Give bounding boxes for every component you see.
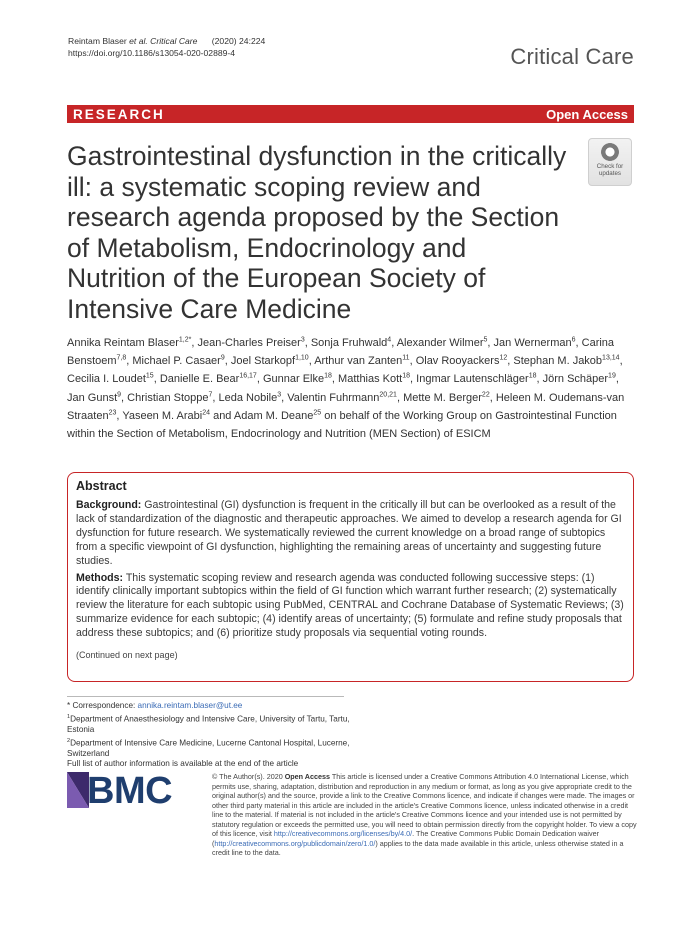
author-affiliation-sup: 19 (608, 372, 616, 380)
footnote-divider (67, 696, 344, 697)
author-name[interactable]: Cecilia I. Loudet$^{15}$ (67, 372, 154, 386)
author-name[interactable]: Yaseen M. Arabi$^{24}$ (122, 409, 211, 422)
author-name[interactable]: Matthias Kott$^{18}$ (338, 372, 411, 386)
abstract-heading: Abstract (76, 479, 127, 493)
full-author-info-note: Full list of author information is available at the end of the article (67, 759, 299, 769)
affiliation-2: $^2$Department of Intensive Care Medicine, Lucerne Cantonal Hospital, Lucerne, Switzerland (67, 737, 350, 758)
author-name[interactable]: Jan Wernerman$^6$ (493, 336, 576, 349)
author-name[interactable]: Sonja Fruhwald$^4$ (310, 336, 392, 349)
abstract-background: Background: Gastrointestinal (GI) dysfunction is frequent in the critically ill but can be overlooked as a result of the lack of standardization of the diagnostic and therapeutic approaches. We aimed to develop a research agenda for GI dysfunction for future research. We systematically reviewed the current knowledge on a broad range of subtopics from a specific viewpoint of GI dysfunction, highlighting the remaining areas of uncertainty and suggesting future studies. (76, 499, 622, 567)
author-affiliation-sup: 1,2* (178, 336, 192, 344)
working-group-note: on behalf of the Working Group on Gastrointestinal Function within the Section of Metabolism, Endocrinology and Nutrition (MEN Section) of ESICM (67, 409, 617, 441)
author-name[interactable]: Jan Gunst$^9$ (67, 390, 122, 404)
open-access-label: Open Access (546, 106, 628, 122)
author-affiliation-sup: 9 (220, 354, 225, 362)
author-affiliation-sup: 18 (528, 372, 537, 380)
article-title: Gastrointestinal dysfunction in the critically ill: a systematic scoping review and research agenda proposed by the Section of Metabolism, Endocrinology and Nutrition of the European Society of Intensive Care Medicine (67, 141, 567, 324)
author-affiliation-sup: 3 (277, 390, 282, 398)
author-affiliation-sup: 24 (202, 409, 211, 417)
author-name[interactable]: Joel Starkopf$^{1,10}$ (230, 354, 309, 368)
author-name[interactable]: Gunnar Elke$^{18}$ (262, 372, 332, 386)
author-name[interactable]: Jörn Schäper$^{19}$ (542, 372, 616, 386)
journal-name: Critical Care (510, 44, 634, 69)
author-list: Annika Reintam Blaser$^{1,2*}$, Jean-Charles Preiser$^3$, Sonja Fruhwald$^4$, Alexander Wilmer$^5$, Jan Wernerman$^6$, Carina Benstoem$^{7,8}$, Michael P. Casaer$^9$, Joel Starkopf$^{1,10}$, Arthur van Zanten$^{11}$, Olav Rooyackers$^{12}$, Stephan M. Jakob$^{13,14}$, Cecilia I. Loudet$^{15}$, Danielle E. Bear$^{16,17}$, Gunnar Elke$^{18}$, Matthias Kott$^{18}$, Ingmar Lautenschläger$^{18}$, Jörn Schäper$^{19}$, Jan Gunst$^9$, Christian Stoppe$^7$, Leda Nobile$^3$, Valentin Fuhrmann$^{20,21}$, Mette M. Berger$^{22}$, Heleen M. Oudemans-van Straaten$^{23}$, Yaseen M. Arabi$^{24}$ and Adam M. Deane$^{25}$ on behalf of the Working Group on Gastrointestinal Function within the Section of Metabolism, Endocrinology and Nutrition (MEN Section) of ESICM (67, 336, 625, 441)
cc-by-license-link[interactable]: http://creativecommons.org/licenses/by/4.0/ (273, 829, 413, 839)
author-name[interactable]: Valentin Fuhrmann$^{20,21}$ (287, 390, 397, 404)
author-affiliation-sup: 11 (402, 354, 410, 362)
abstract-methods: Methods: This systematic scoping review and research agenda was conducted following successive steps: (1) identify clinically important subtopics within the field of GI function which warrant further research; (2) systematically review the literature for each subtopic using PubMed, CENTRAL and Cochrane Database of Systematic Reviews; (3) summarize evidence for each subtopic; (4) identify areas of uncertainty; (5) formulate and refine study proposals that address these subtopics; and (6) prioritize study proposals via sequential voting rounds. (76, 571, 624, 640)
author-name[interactable]: Adam M. Deane$^{25}$ (233, 409, 322, 422)
author-affiliation-sup: 23 (108, 409, 117, 417)
author-name[interactable]: Heleen M. Oudemans-van Straaten$^{23}$ (67, 391, 625, 422)
article-type-label: RESEARCH (73, 106, 165, 122)
author-name[interactable]: Arthur van Zanten$^{11}$ (314, 354, 410, 368)
author-name[interactable]: Olav Rooyackers$^{12}$ (415, 354, 508, 368)
doi-link[interactable]: https://doi.org/10.1186/s13054-020-02889-4 (68, 47, 236, 58)
author-affiliation-sup: 5 (483, 336, 488, 344)
author-affiliation-sup: 6 (571, 336, 576, 344)
author-name[interactable]: Christian Stoppe$^7$ (127, 390, 213, 404)
author-affiliation-sup: 1,10 (295, 354, 309, 362)
author-affiliation-sup: 7,8 (116, 354, 127, 362)
author-name[interactable]: Mette M. Berger$^{22}$ (403, 390, 490, 404)
author-affiliation-sup: 22 (481, 390, 490, 398)
author-affiliation-sup: 25 (313, 409, 322, 417)
bmc-logo: BMC (87, 770, 173, 812)
author-name[interactable]: Ingmar Lautenschläger$^{18}$ (416, 372, 537, 386)
author-affiliation-sup: 20,21 (379, 390, 397, 398)
author-affiliation-sup: 7 (208, 390, 213, 398)
check-for-updates-badge[interactable] (588, 138, 632, 186)
author-affiliation-sup: 3 (300, 336, 305, 344)
author-name[interactable]: Leda Nobile$^3$ (218, 390, 282, 404)
continued-note: (Continued on next page) (76, 650, 178, 660)
abstract-body (76, 499, 628, 644)
cc-zero-link[interactable]: http://creativecommons.org/publicdomain/zero/1.0/ (214, 838, 376, 848)
author-affiliation-sup: 9 (117, 390, 122, 398)
author-name[interactable]: Annika Reintam Blaser$^{1,2*}$ (67, 336, 192, 349)
author-name[interactable]: Jean-Charles Preiser$^3$ (197, 336, 305, 349)
author-affiliation-sup: 15 (145, 372, 154, 380)
citation-line: Reintam Blaser et al. Critical Care (2020) 24:224 (68, 36, 266, 46)
footnotes (67, 701, 352, 770)
badge-text: Check for updates (596, 163, 624, 177)
author-name[interactable]: Carina Benstoem$^{7,8}$ (67, 337, 615, 368)
author-affiliation-sup: 18 (324, 372, 332, 380)
running-header (68, 36, 265, 59)
bmc-logo-mark-icon (67, 772, 89, 808)
author-name[interactable]: Stephan M. Jakob$^{13,14}$ (513, 354, 620, 368)
license-statement: © The Author(s). 2020 Open Access This article is licensed under a Creative Commons Attribution 4.0 International License, which permits use, sharing, adaptation, distribution and reproduction in any medium or format, as long as you give appropriate credit to the original author(s) and the source, provide a link to the Creative Commons licence, and indicate if changes were made. The images or other third party material in this article are included in the article's Creative Commons licence, unless indicated otherwise in a credit line to the material. If material is not included in the article's Creative Commons licence and your intended use is not permitted by statutory regulation or exceeds the permitted use, you will need to obtain permission directly from the copyright holder. To view a copy of this licence, visit http://creativecommons.org/licenses/by/4.0/. The Creative Commons Public Domain Dedication waiver (http://creativecommons.org/publicdomain/zero/1.0/) applies to the data made available in this article, unless otherwise stated in a credit line to the data. (212, 772, 637, 858)
author-affiliation-sup: 18 (402, 372, 411, 380)
author-affiliation-sup: 13,14 (602, 354, 620, 362)
article-type-bar (67, 105, 634, 123)
bookmark-icon (601, 143, 619, 161)
email-link[interactable]: annika.reintam.blaser@ut.ee (137, 701, 243, 710)
author-affiliation-sup: 16,17 (239, 372, 257, 380)
author-name[interactable]: Michael P. Casaer$^9$ (132, 354, 225, 368)
author-affiliation-sup: 4 (387, 336, 392, 344)
affiliation-1: $^1$Department of Anaesthesiology and Intensive Care, University of Tartu, Tartu, Estonia (67, 713, 350, 734)
author-affiliation-sup: 12 (499, 354, 508, 362)
author-name[interactable]: Danielle E. Bear$^{16,17}$ (159, 372, 257, 386)
correspondence: * Correspondence: annika.reintam.blaser@ut.ee (67, 701, 243, 710)
author-name[interactable]: Alexander Wilmer$^5$ (396, 336, 488, 349)
